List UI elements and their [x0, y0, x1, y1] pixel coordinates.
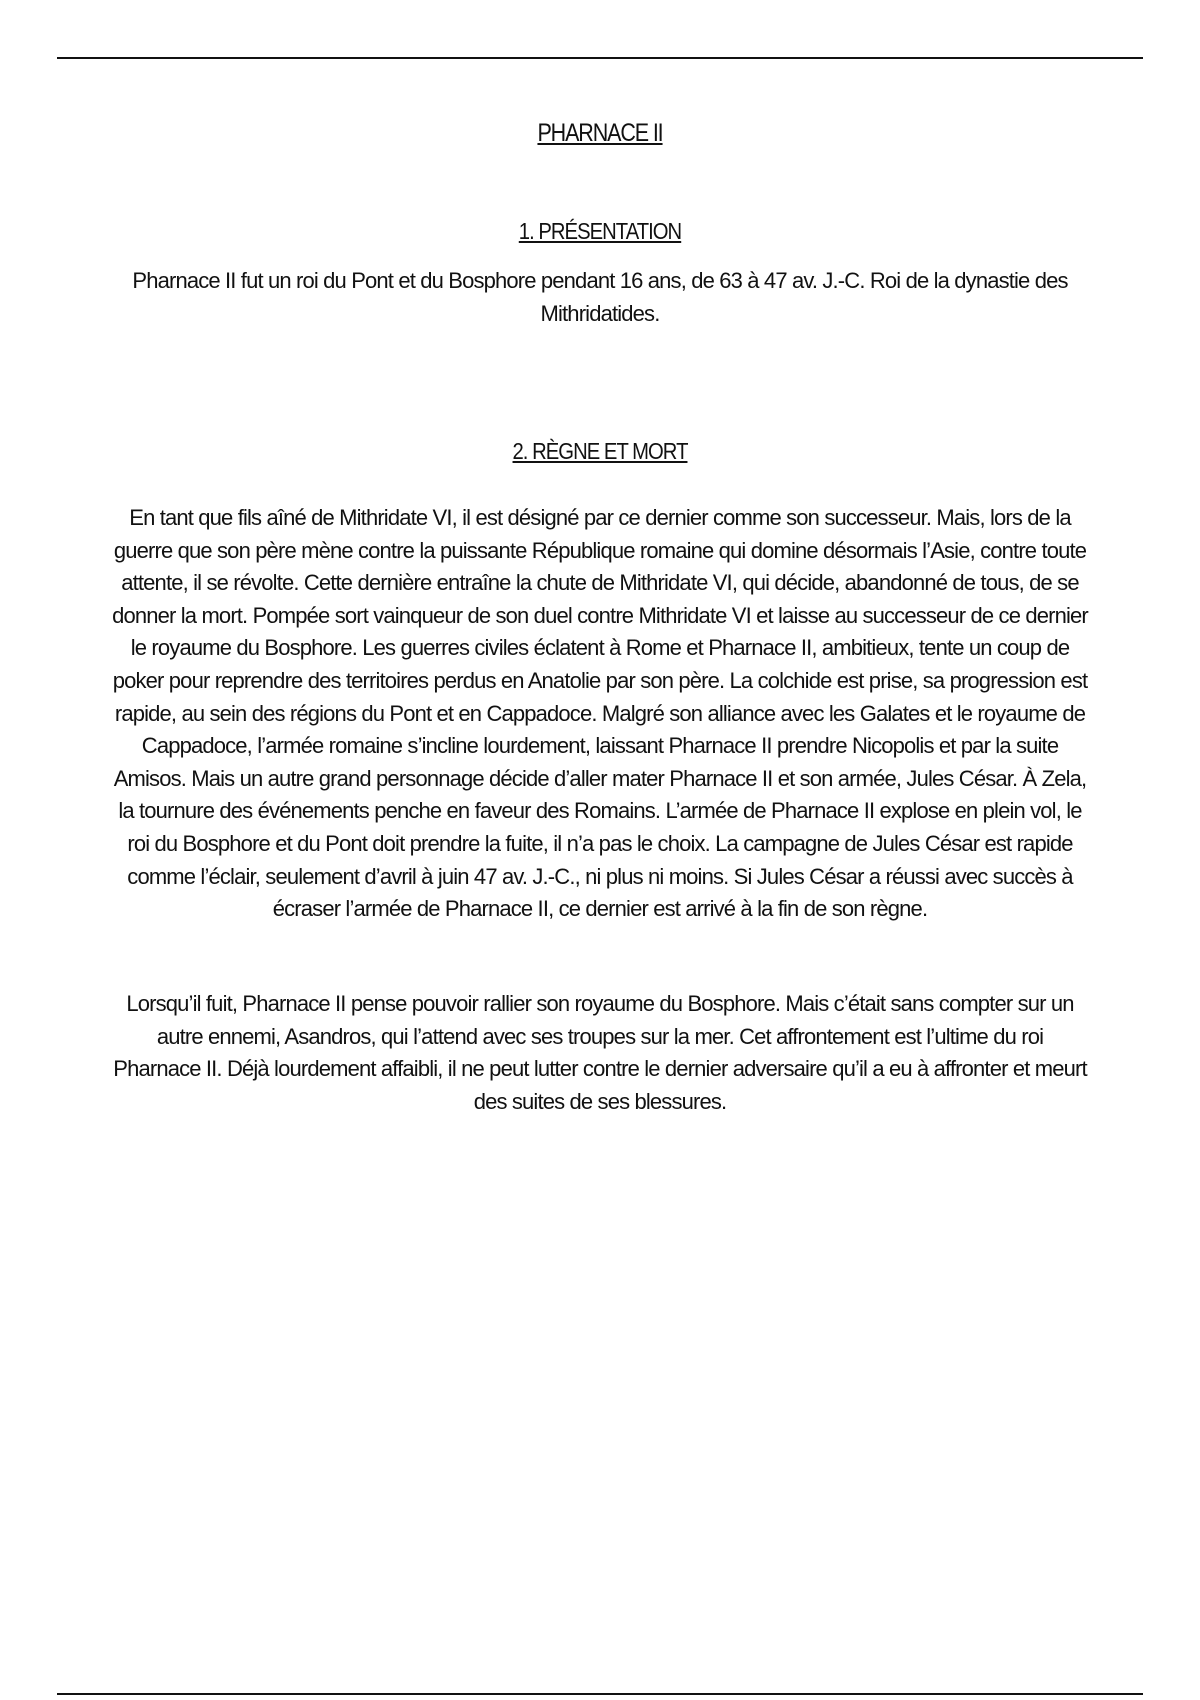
paragraph-presentation: Pharnace II fut un roi du Pont et du Bosphore pendant 16 ans, de 63 à 47 av. J.-C. Roi de la dynastie des Mithridatides.: [132, 268, 1068, 326]
paragraph-regne: En tant que fils aîné de Mithridate VI, il est désigné par ce dernier comme son successeur. Mais, lors de la guerre que son père mène contre la puissante République romaine qui domine désormais l’Asie, contre toute attente, il se révolte. Cette dernière entraîne la chute de Mithridate VI, qui décide, abandonné de tous, de se donner la mort. Pompée sort vainqueur de son duel contre Mithridate VI et laisse au successeur de ce dernier le royaume du Bosphore. Les guerres civiles éclatent à Rome et Pharnace II, ambitieux, tente un coup de poker pour reprendre des territoires perdus en Anatolie par son père. La colchide est prise, sa progression est rapide, au sein des régions du Pont et en Cappadoce. Malgré son alliance avec les Galates et le royaume de Cappadoce, l’armée romaine s’incline lourdement, laissant Pharnace II prendre Nicopolis et par la suite Amisos. Mais un autre grand personnage décide d’aller mater Pharnace II et son armée, Jules César. À Zela, la tournure des événements penche en faveur des Romains. L’armée de Pharnace II explose en plein vol, le roi du Bosphore et du Pont doit prendre la fuite, il n’a pas le choix. La campagne de Jules César est rapide comme l’éclair, seulement d’avril à juin 47 av. J.-C., ni plus ni moins. Si Jules César a réussi avec succès à écraser l’armée de Pharnace II, ce dernier est arrivé à la fin de son règne.: [112, 505, 1088, 922]
paragraph-mort: Lorsqu’il fuit, Pharnace II pense pouvoir rallier son royaume du Bosphore. Mais c’était sans compter sur un autre ennemi, Asandros, qui l’attend avec ses troupes sur la mer. Cet affrontement est l’ultime du roi Pharnace II. Déjà lourdement affaibli, il ne peut lutter contre le dernier adversaire qu’il a eu à affronter et meurt des suites de ses blessures.: [113, 991, 1087, 1114]
document-title: PHARNACE II: [537, 119, 663, 147]
section-heading-presentation: 1. PRÉSENTATION: [518, 218, 682, 244]
top-rule: [57, 57, 1143, 59]
bottom-rule: [57, 1693, 1143, 1695]
section-heading-regne-et-mort: 2. RÈGNE ET MORT: [512, 438, 688, 464]
